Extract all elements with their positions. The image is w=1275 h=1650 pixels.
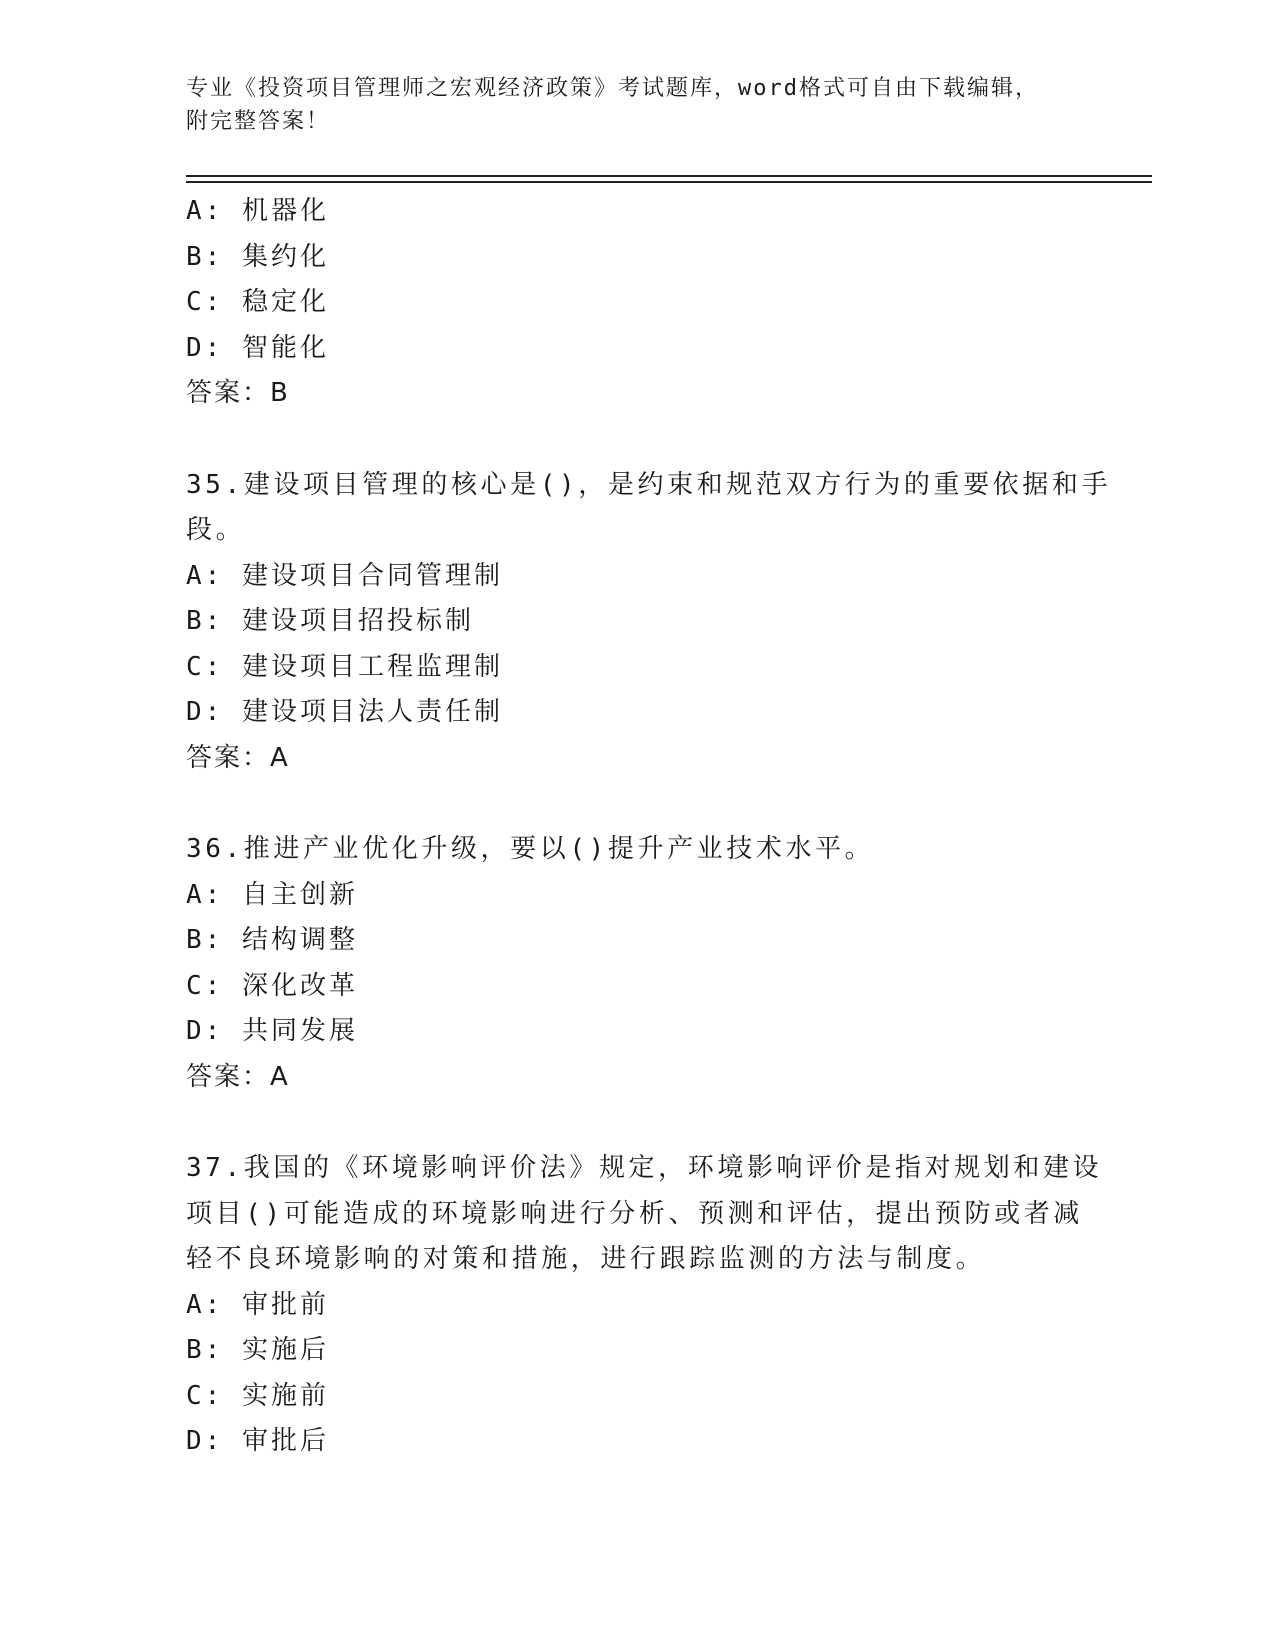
question-37 (186, 1146, 1103, 1465)
option-c: C: 稳定化 (186, 287, 329, 317)
option-d: D: 审批后 (186, 1426, 329, 1456)
question-36 (186, 827, 1086, 1100)
document-header (186, 72, 1086, 138)
spacer (186, 417, 1086, 463)
question-35 (186, 463, 1112, 782)
answer-line: 答案：B (186, 378, 290, 408)
option-b: B: 集约化 (186, 241, 329, 272)
header-line-2: 附完整答案！ (186, 109, 331, 134)
question-stem-line: 项目()可能造成的环境影响进行分析、预测和评估，提出预防或者减 (186, 1198, 1083, 1229)
header-divider-bottom (186, 181, 1152, 183)
option-c: C: 建设项目工程监理制 (186, 651, 503, 682)
question-list (186, 189, 1112, 1465)
option-d: D: 智能化 (186, 332, 329, 363)
option-b: B: 实施后 (186, 1335, 329, 1365)
header-divider-top (186, 175, 1152, 177)
option-a: A: 自主创新 (186, 879, 358, 910)
question-stem-line: 轻不良环境影响的对策和措施，进行跟踪监测的方法与制度。 (186, 1244, 986, 1274)
spacer (186, 1100, 1086, 1146)
header-line-1: 专业《投资项目管理师之宏观经济政策》考试题库，word格式可自由下载编辑， (186, 76, 1039, 101)
option-b: B: 结构调整 (186, 925, 358, 955)
answer-line: 答案：A (186, 742, 290, 773)
spacer (186, 781, 1086, 827)
question-stem-line: 段。 (186, 515, 246, 545)
question-stem-line: 37.我国的《环境影响评价法》规定，环境影响评价是指对规划和建设 (186, 1153, 1103, 1183)
question-stem-line: 35.建设项目管理的核心是()，是约束和规范双方行为的重要依据和手 (186, 469, 1112, 500)
option-b: B: 建设项目招投标制 (186, 606, 474, 636)
option-c: C: 深化改革 (186, 970, 358, 1001)
option-d: D: 建设项目法人责任制 (186, 697, 503, 727)
question-stem-line: 36.推进产业优化升级，要以()提升产业技术水平。 (186, 834, 875, 864)
answer-line: 答案：A (186, 1061, 290, 1092)
question-34 (186, 189, 1086, 417)
option-a: A: 机器化 (186, 196, 329, 226)
option-a: A: 建设项目合同管理制 (186, 560, 503, 591)
option-c: C: 实施前 (186, 1380, 329, 1411)
option-a: A: 审批前 (186, 1289, 329, 1320)
option-d: D: 共同发展 (186, 1016, 358, 1046)
